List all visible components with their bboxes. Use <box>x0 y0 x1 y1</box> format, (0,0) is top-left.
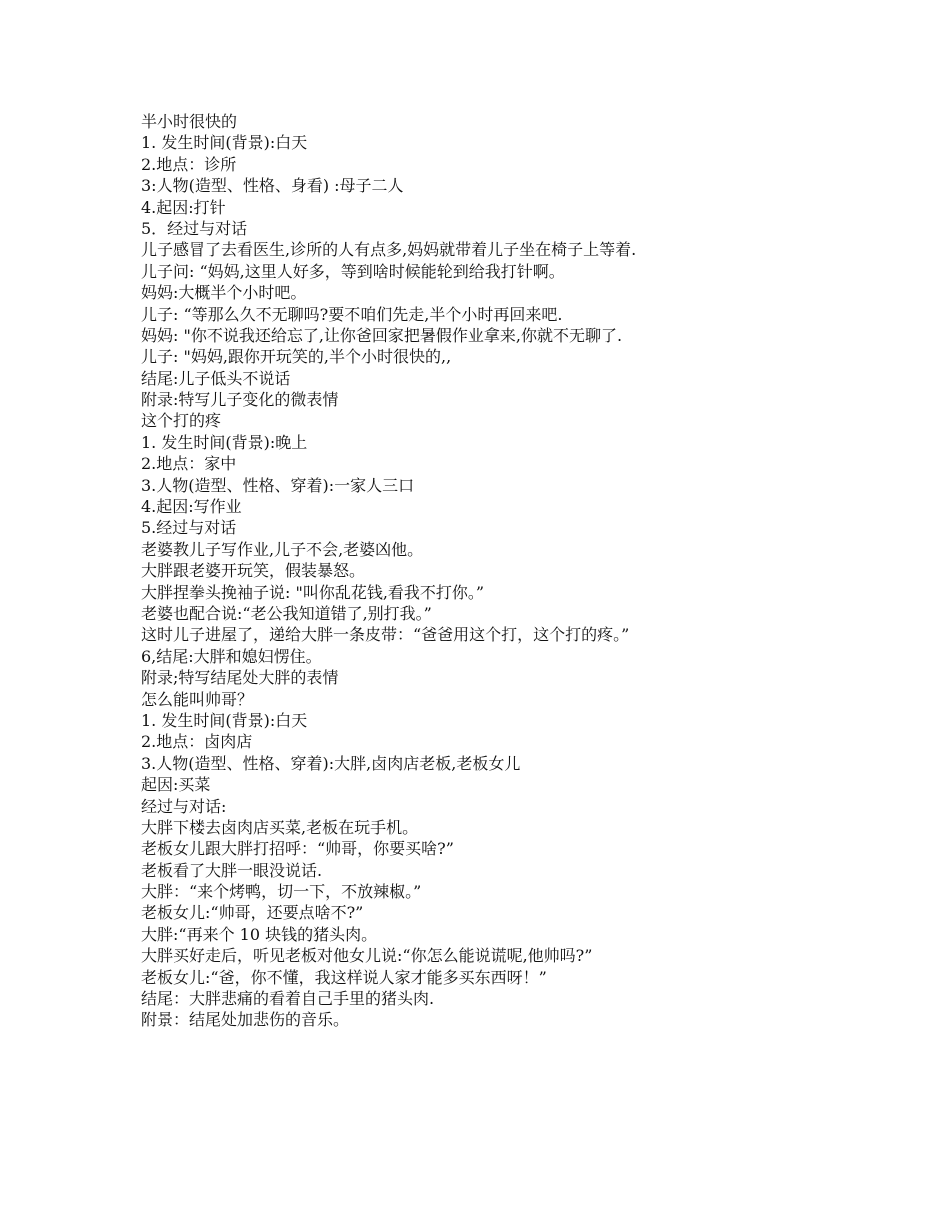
text-line: 1. 发生时间(背景):白天 <box>141 710 308 730</box>
text-line: 2.地点：卤肉店 <box>141 732 253 752</box>
text-line: 附录:特写儿子变化的微表情 <box>141 390 339 410</box>
text-line: 儿子问: “妈妈,这里人好多，等到啥时候能轮到给我打针啊。 <box>141 261 565 281</box>
text-line: 5．经过与对话 <box>141 218 248 238</box>
text-line: 2.地点：诊所 <box>141 154 237 174</box>
text-line: 儿子: “等那么久不无聊吗?要不咱们先走,半个小时再回来吧. <box>141 304 563 324</box>
text-line: 老婆教儿子写作业,儿子不会,老婆凶他。 <box>141 539 424 559</box>
text-line: 大胖:“再来个 10 块钱的猪头肉。 <box>141 924 378 944</box>
text-line: 儿子感冒了去看医生,诊所的人有点多,妈妈就带着儿子坐在椅子上等着. <box>141 240 637 260</box>
text-line: 3.人物(造型、性格、穿着):一家人三口 <box>141 475 415 495</box>
text-line: 附录;特写结尾处大胖的表情 <box>141 668 339 688</box>
text-line: 1. 发生时间(背景):白天 <box>141 133 308 153</box>
text-line: 结尾:儿子低头不说话 <box>141 368 291 388</box>
text-line: 经过与对话: <box>141 796 227 816</box>
document-body <box>141 111 901 1031</box>
text-line: 结尾：大胖悲痛的看着自己手里的猪头肉. <box>141 989 435 1009</box>
text-line: 儿子: "妈妈,跟你开玩笑的,半个小时很快的,, <box>141 347 452 367</box>
text-line: 老板女儿跟大胖打招呼：“帅哥，你要买啥?” <box>141 839 454 859</box>
text-line: 这时儿子进屋了，递给大胖一条皮带：“爸爸用这个打，这个打的疼。” <box>141 625 630 645</box>
text-line: 大胖：“来个烤鸭，切一下，不放辣椒。” <box>141 882 422 902</box>
text-line: 3.人物(造型、性格、穿着):大胖,卤肉店老板,老板女儿 <box>141 753 521 773</box>
text-line: 这个打的疼 <box>141 411 222 431</box>
text-line: 大胖下楼去卤肉店买菜,老板在玩手机。 <box>141 817 419 837</box>
text-line: 大胖买好走后，听见老板对他女儿说:“你怎么能说谎呢,他帅吗?” <box>141 946 593 966</box>
text-line: 5.经过与对话 <box>141 518 237 538</box>
text-line: 起因:买菜 <box>141 775 211 795</box>
text-line: 怎么能叫帅哥？ <box>141 689 254 709</box>
text-line: 老板女儿:“帅哥，还要点啥不?” <box>141 903 364 923</box>
text-line: 老板看了大胖一眼没说话. <box>141 860 323 880</box>
text-line: 附景：结尾处加悲伤的音乐。 <box>141 1010 350 1030</box>
text-line: 妈妈:大概半个小时吧。 <box>141 283 307 303</box>
text-line: 妈妈: "你不说我还给忘了,让你爸回家把暑假作业拿来,你就不无聊了. <box>141 325 623 345</box>
text-line: 老婆也配合说:“老公我知道错了,别打我。” <box>141 603 432 623</box>
text-line: 大胖跟老婆开玩笑，假装暴怒。 <box>141 561 366 581</box>
text-line: 大胖捏拳头挽袖子说: "叫你乱花钱,看我不打你。” <box>141 582 485 602</box>
text-line: 6,结尾:大胖和媳妇愣住。 <box>141 646 322 666</box>
text-line: 老板女儿:“爸，你不懂，我这样说人家才能多买东西呀！” <box>141 967 547 987</box>
text-line: 1. 发生时间(背景):晚上 <box>141 432 308 452</box>
text-line: 3:人物(造型、性格、身看) :母子二人 <box>141 176 404 196</box>
text-line: 2.地点：家中 <box>141 454 237 474</box>
text-line: 4.起因:写作业 <box>141 497 242 517</box>
text-line: 4.起因:打针 <box>141 197 226 217</box>
text-line: 半小时很快的 <box>141 112 238 131</box>
